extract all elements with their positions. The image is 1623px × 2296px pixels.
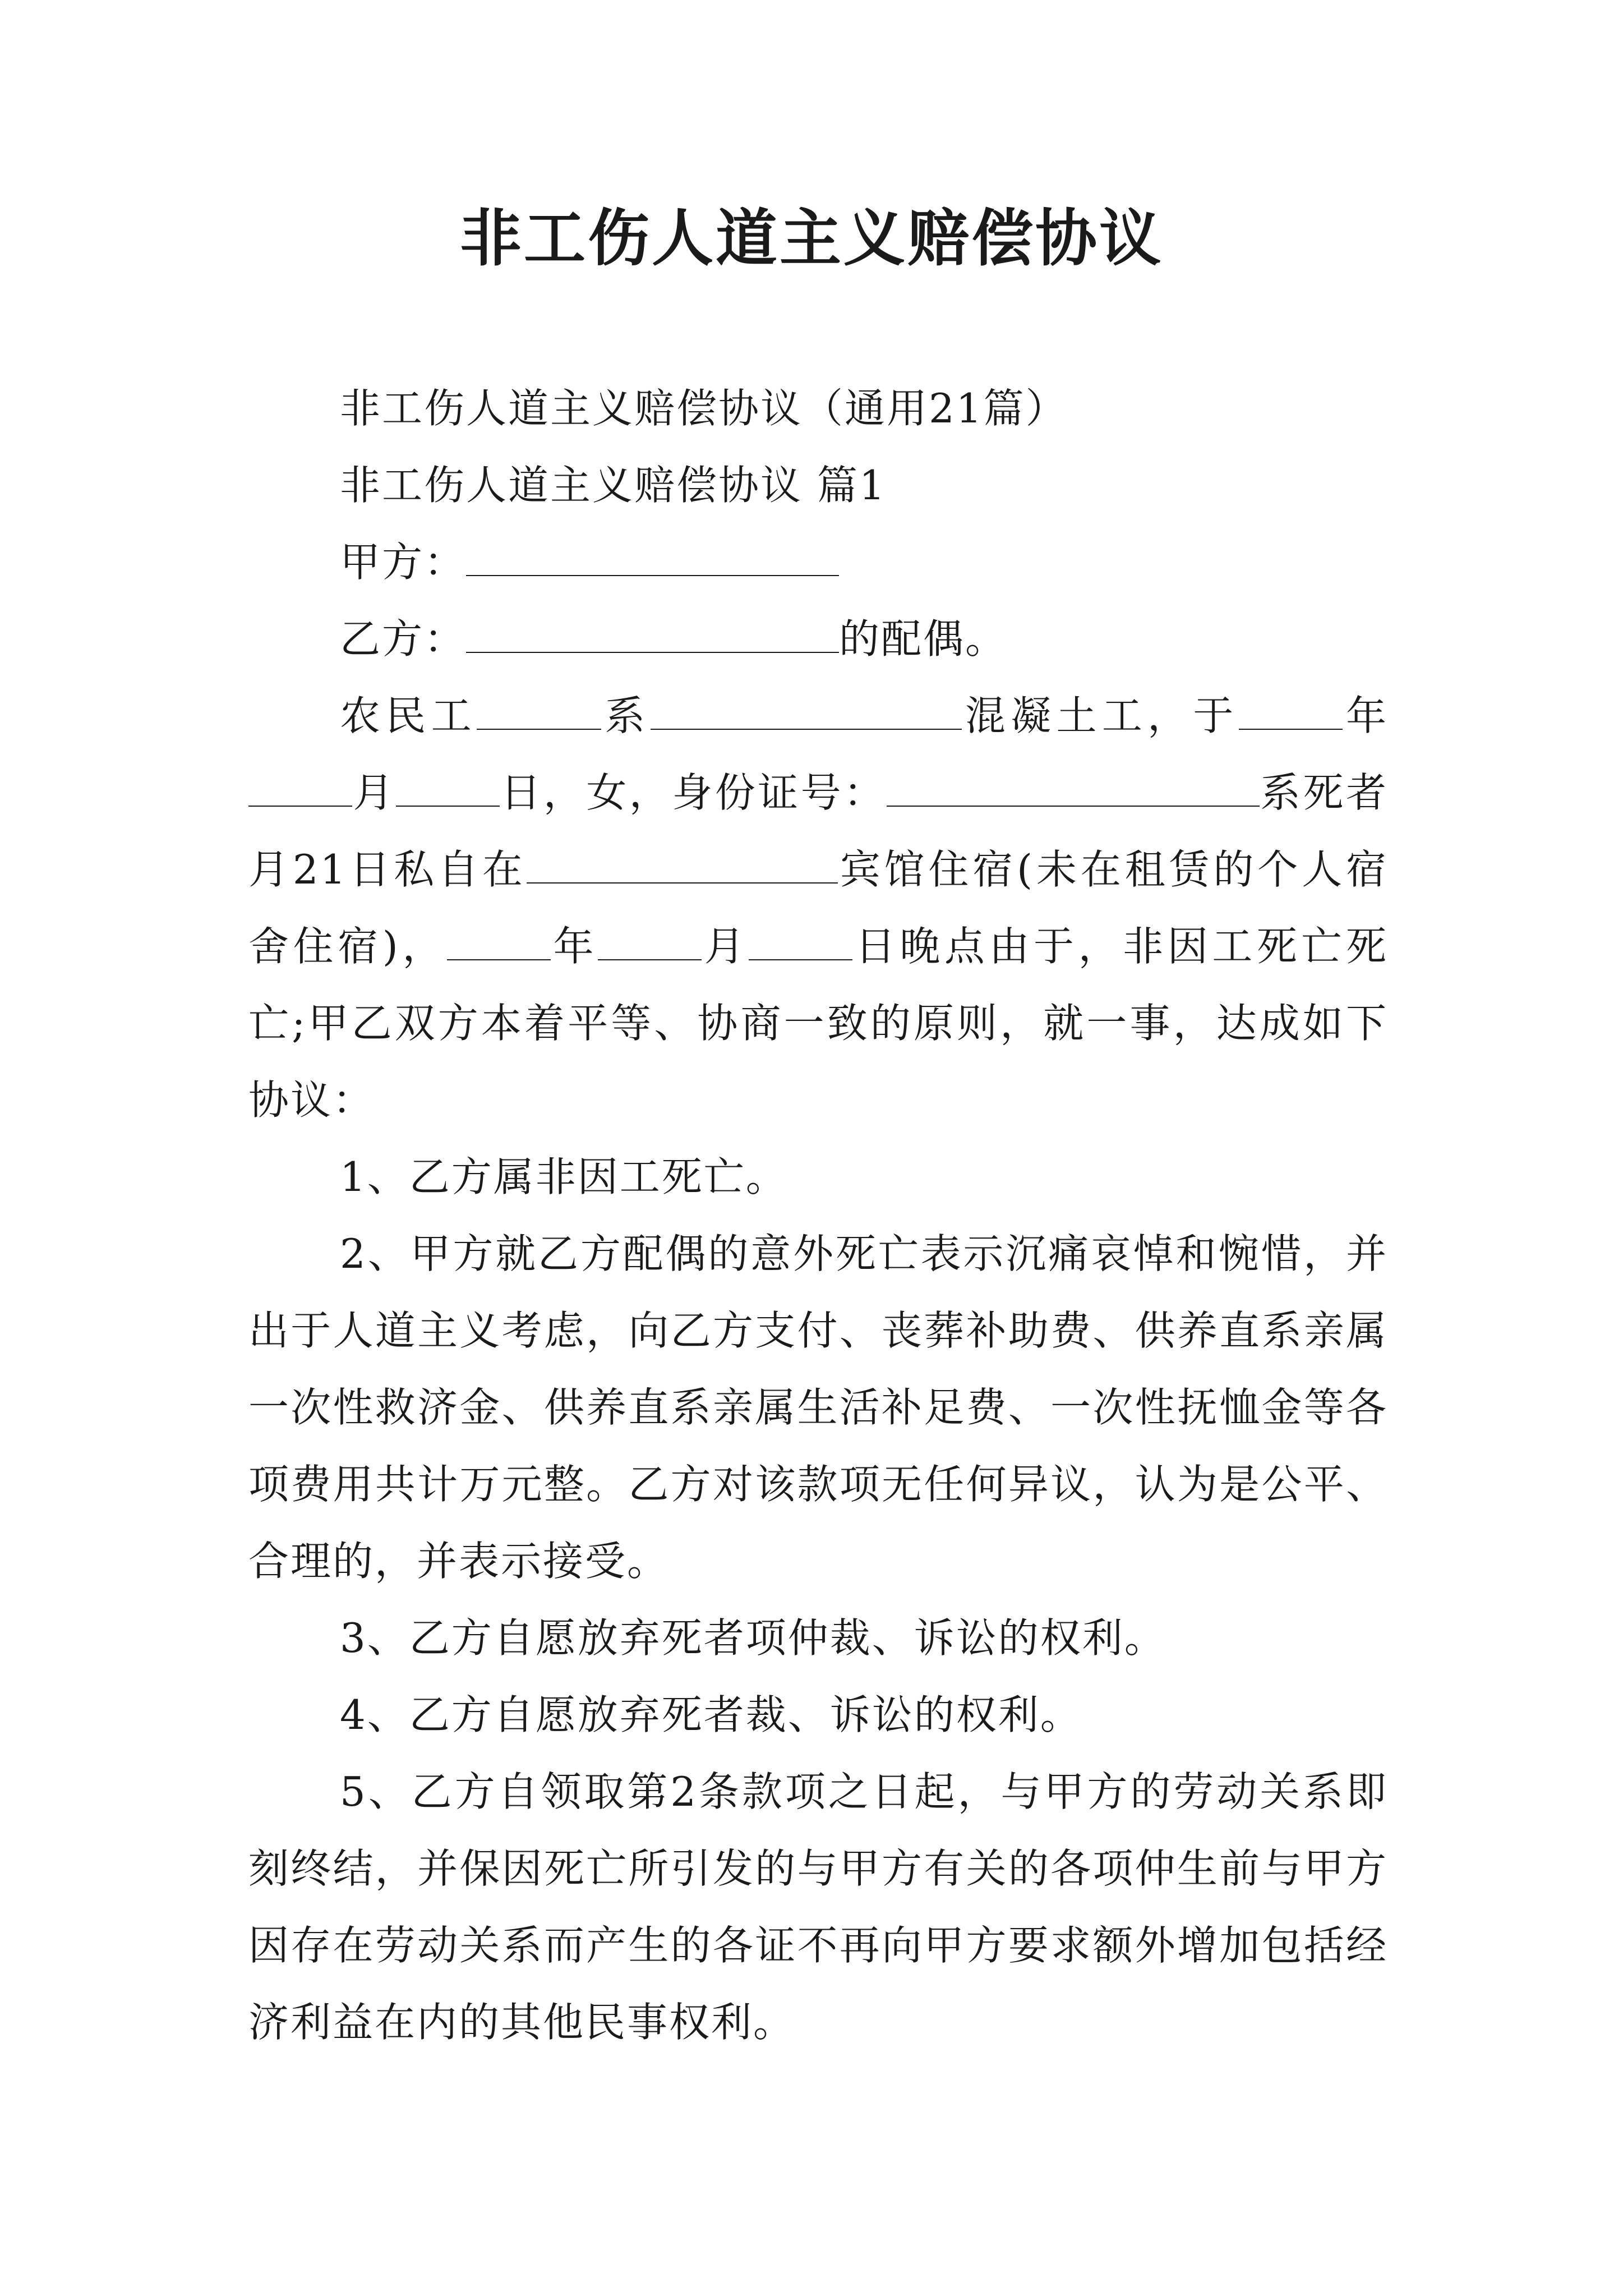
blank-year (1239, 695, 1343, 730)
text-fragment: 月 (352, 769, 396, 816)
party-a-line (248, 524, 1388, 601)
blank-employer (651, 695, 962, 730)
text-fragment: 混凝土工，于 (961, 692, 1239, 739)
clause-3: 3、乙方自愿放弃死者项仲裁、诉讼的权利。 (340, 1614, 1166, 1662)
text-fragment: 系 (601, 692, 651, 739)
text-fragment: 系死者月21日私自在 (248, 769, 1388, 893)
text-fragment: 日晚点由于，非因工死亡死亡;甲乙双方本着平等、协商一致的原则，就一事，达成如下协议： (248, 923, 1388, 1124)
blank-name (477, 695, 601, 730)
party-b-suffix: 的配偶。 (839, 615, 1008, 662)
blank-month-2 (598, 926, 702, 960)
clause-2: 2、甲方就乙方配偶的意外死亡表示沉痛哀悼和惋惜，并出于人道主义考虑，向乙方支付、丧葬补助费、供养直系亲属一次性救济金、供养直系亲属生活补足费、一次性抚恤金等各项费用共计万元整。乙方对该款项无任何异议，认为是公平、合理的，并表示接受。 (248, 1230, 1388, 1585)
text-fragment: 宾馆住宿(未在租赁的个人宿舍住宿)， (248, 846, 1388, 970)
chapter-heading: 非工伤人道主义赔偿协议 篇1 (340, 462, 887, 509)
party-b-line (248, 601, 1388, 678)
party-b-label: 乙方： (340, 615, 467, 662)
text-fragment: 年 (550, 923, 598, 970)
blank-year-2 (447, 926, 551, 960)
clause-5: 5、乙方自领取第2条款项之日起，与甲方的劳动关系即刻终结，并保因死亡所引发的与甲方有关的各项仲生前与甲方因存在劳动关系而产生的各证不再向甲方要求额外增加包括经济利益在内的其他民事权利。 (248, 1768, 1388, 2046)
party-b-blank (466, 618, 839, 653)
clause-1: 1、乙方属非因工死亡。 (340, 1153, 788, 1200)
party-a-blank (466, 541, 839, 576)
blank-id-number (887, 772, 1260, 807)
subtitle: 非工伤人道主义赔偿协议（通用21篇） (340, 385, 1068, 432)
clause-4: 4、乙方自愿放弃死者裁、诉讼的权利。 (340, 1691, 1082, 1738)
blank-day-2 (749, 926, 852, 960)
text-fragment: 农民工 (340, 692, 477, 739)
blank-hotel (527, 849, 838, 884)
party-a-label: 甲方： (340, 539, 467, 586)
blank-month (248, 772, 352, 807)
document-body (248, 370, 1388, 2061)
blank-day (396, 772, 500, 807)
text-fragment: 月 (702, 923, 749, 970)
text-fragment: 年 (1342, 692, 1388, 739)
paragraph-intro (248, 678, 1388, 1139)
text-fragment: 日，女，身份证号： (499, 769, 887, 816)
document-title: 非工伤人道主义赔偿协议 (460, 202, 1163, 274)
